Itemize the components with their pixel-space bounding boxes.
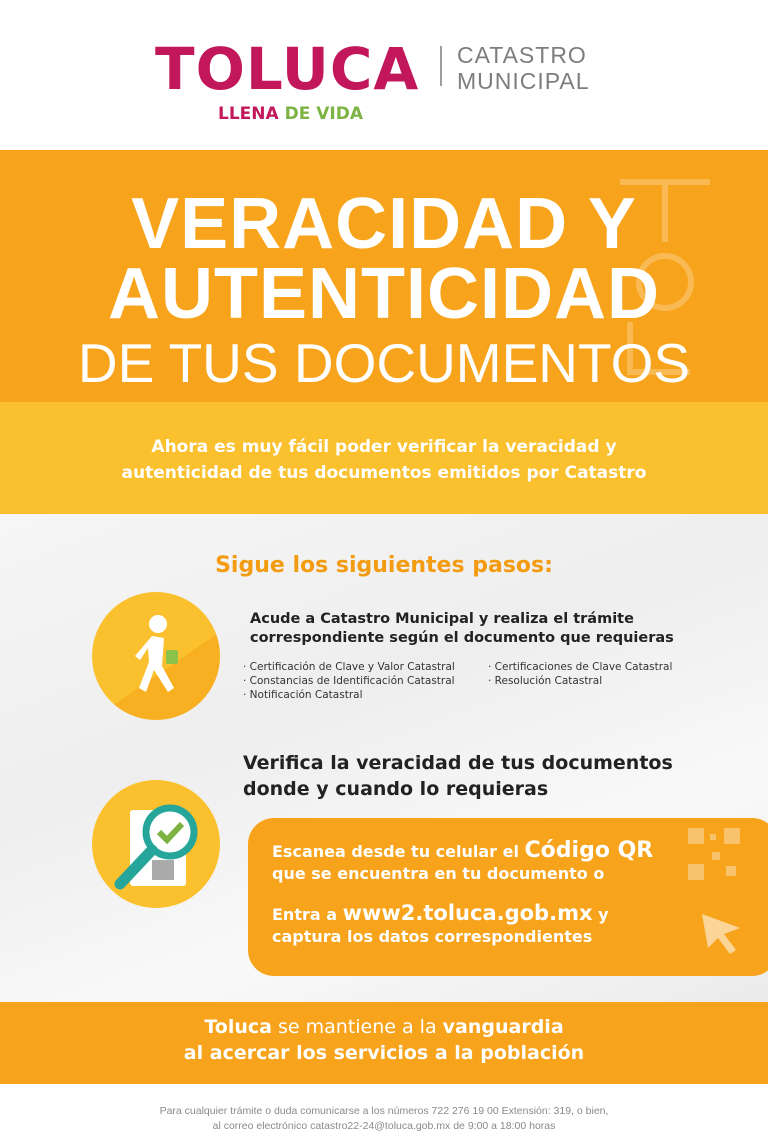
step2-heading <box>243 750 703 802</box>
intro-text <box>40 434 728 486</box>
intro-bold1: veracidad y <box>505 437 617 457</box>
scan-qr-text <box>272 840 732 885</box>
contact-info <box>30 1104 738 1134</box>
list-item: · Resolución Catastral <box>488 675 603 687</box>
scan-suffix: que se encuentra en tu documento o <box>272 864 605 883</box>
tagline-part1: LLENA <box>218 104 279 124</box>
step2-line1: Verifica la veracidad de tus documentos <box>243 752 673 774</box>
website-url[interactable]: www2.toluca.gob.mx <box>342 901 593 925</box>
header <box>0 0 768 150</box>
intro-part1: Ahora es muy fácil poder verificar la <box>151 437 506 457</box>
list-item: · Certificación de Clave y Valor Catastral <box>243 661 455 673</box>
step1-heading <box>250 610 690 648</box>
closing-band <box>0 1002 768 1084</box>
title-line-3: DE TUS DOCUMENTOS <box>77 332 691 394</box>
title-line-2: AUTENTICIDAD <box>108 254 660 334</box>
toluca-logo: TOLUCA <box>155 35 420 103</box>
step1-line1: Acude a Catastro Municipal y realiza el trámite <box>250 611 634 627</box>
steps-section <box>0 514 768 1002</box>
closing-bold1: Toluca <box>204 1016 272 1038</box>
closing-text1: se mantiene a la <box>271 1016 443 1038</box>
footer <box>0 1084 768 1144</box>
intro-bold2: autenticidad <box>121 463 243 483</box>
hero-band <box>0 150 768 402</box>
tagline <box>218 104 363 124</box>
logo-line-catastro: CATASTRO <box>457 42 587 68</box>
walking-person-icon <box>92 592 220 720</box>
step2-line2: donde y cuando lo requieras <box>243 778 549 800</box>
title-line-1: VERACIDAD Y <box>131 184 637 264</box>
intro-part2: de tus documentos emitidos por Catastro <box>242 463 647 483</box>
cursor-icon <box>698 910 744 956</box>
steps-title: Sigue los siguientes pasos: <box>215 553 553 578</box>
scan-instructions-box <box>248 818 768 976</box>
closing-text <box>0 1014 768 1066</box>
contact-line1: Para cualquier trámite o duda comunicarse a los números 722 276 19 00 Extensión: 319, o bien, <box>159 1105 609 1117</box>
logo-line-municipal: MUNICIPAL <box>457 68 590 94</box>
web-prefix: Entra a <box>272 905 343 924</box>
closing-bold2: vanguardia <box>442 1016 564 1038</box>
web-suffix: captura los datos correspondientes <box>272 927 593 946</box>
web-mid: y <box>592 905 609 924</box>
qr-highlight: Código QR <box>524 838 654 863</box>
document-list-col1 <box>243 660 488 702</box>
list-item: · Constancias de Identificación Catastral <box>243 675 455 687</box>
logo-divider <box>440 46 442 86</box>
list-item: · Certificaciones de Clave Catastral <box>488 661 673 673</box>
contact-line2: al correo electrónico catastro22-24@toluca.gob.mx de 9:00 a 18:00 horas <box>212 1120 556 1132</box>
catastro-municipal-logo <box>457 42 590 94</box>
closing-line2: al acercar los servicios a la población <box>183 1042 585 1064</box>
magnifier-check-icon <box>92 780 220 908</box>
list-item: · Notificación Catastral <box>243 689 363 701</box>
website-text <box>272 902 742 948</box>
step1-line2: correspondiente según el documento que requieras <box>250 630 674 646</box>
tagline-part2: DE VIDA <box>284 104 363 124</box>
scan-prefix: Escanea desde tu celular el <box>272 842 525 861</box>
document-list-col2 <box>488 660 708 688</box>
intro-band <box>0 402 768 514</box>
